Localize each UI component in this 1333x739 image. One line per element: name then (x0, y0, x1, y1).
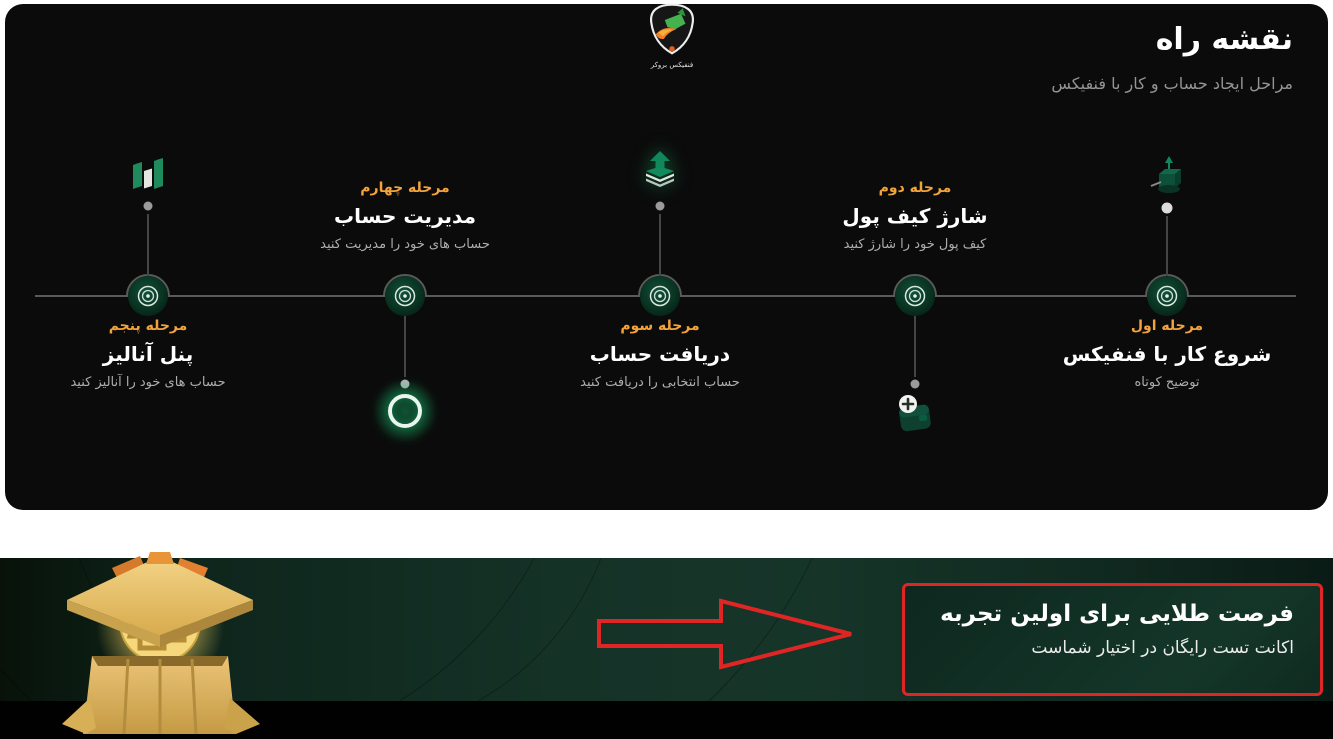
promo-title: فرصت طلایی برای اولین تجربه (940, 601, 1294, 627)
gift-box-image (52, 538, 270, 738)
stage-desc: کیف پول خود را شارژ کنید (843, 237, 987, 252)
stage-label: مرحله سوم (620, 318, 700, 334)
stage-label: مرحله پنجم (108, 318, 188, 334)
promo-highlight-box (902, 583, 1323, 696)
page-subtitle: مراحل ایجاد حساب و کار با فنفیکس (1051, 74, 1293, 93)
stage-3-text (540, 318, 780, 390)
stage-title: شارژ کیف پول (842, 204, 988, 228)
stage-1-text (1047, 318, 1287, 390)
stage-title: شروع کار با فنفیکس (1062, 342, 1272, 366)
stage-desc: حساب انتخابی را دریافت کنید (580, 375, 740, 390)
brand-logo[interactable] (632, 2, 712, 69)
brand-logo-caption: فنفیکس بروکر (650, 61, 694, 69)
brand-logo-icon (645, 2, 699, 56)
stage-label: مرحله دوم (878, 180, 952, 196)
page-title: نقشه راه (1155, 22, 1293, 57)
stage-title: پنل آنالیز (102, 342, 194, 366)
stage-4-text (285, 180, 525, 252)
stage-desc: حساب های خود را مدیریت کنید (320, 237, 490, 252)
ring-icon (388, 394, 422, 428)
promo-subtitle: اکانت تست رایگان در اختیار شماست (1031, 638, 1294, 658)
stage-desc: توضیح کوتاه (1134, 375, 1200, 390)
stage-5-text (28, 318, 268, 390)
red-arrow-annotation (593, 595, 858, 673)
stage-title: دریافت حساب (589, 342, 731, 366)
stage-title: مدیریت حساب (334, 204, 476, 228)
stage-label: مرحله چهارم (360, 180, 450, 196)
stage-2-text (795, 180, 1035, 252)
stage-label: مرحله اول (1130, 318, 1204, 334)
stage-desc: حساب های خود را آنالیز کنید (70, 375, 226, 390)
